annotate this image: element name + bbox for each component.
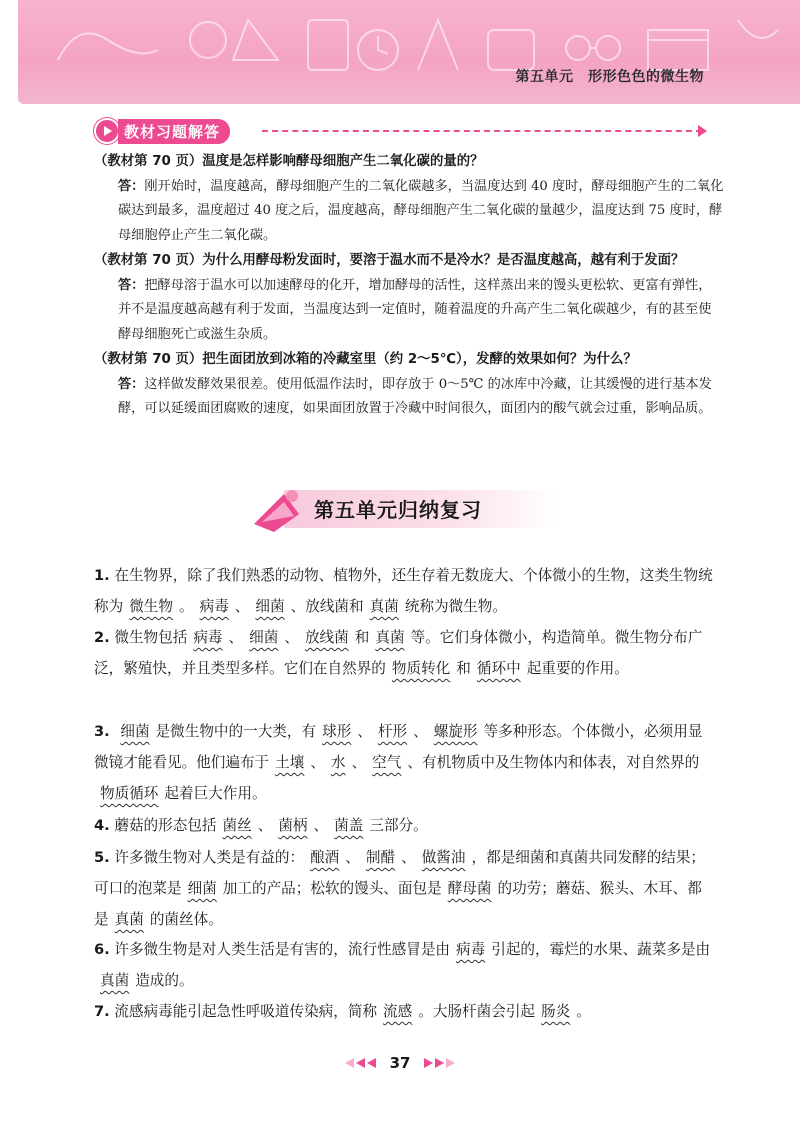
qa-block	[94, 150, 724, 248]
review-item: 6. 许多微生物是对人类生活是有害的，流行性感冒是由 病毒 引起的，霉烂的水果、蔬菜多是由真菌 造成的。	[94, 934, 714, 996]
answer-blank: 物质循环	[100, 785, 159, 802]
answer-blank: 土壤	[275, 754, 305, 771]
review-item: 4. 蘑菇的形态包括 菌丝 、 菌柄 、 菌盖 三部分。	[94, 810, 714, 841]
answer-blank: 空气	[372, 754, 402, 771]
answer-text: 这样做发酵效果很差。使用低温作法时，即存放于 0～5℃ 的冰库中冷藏，让其缓慢的进行基本发酵，可以延缓面团腐败的速度，如果面团放置于冷藏中时间很久，面团内的酸气就会过重，影响品质。	[118, 376, 712, 416]
answer-blank: 病毒	[199, 598, 229, 615]
answer	[94, 274, 724, 348]
section-tag	[94, 118, 714, 144]
answer-blank: 真菌	[369, 598, 399, 615]
answer-blank: 杆形	[377, 723, 408, 740]
answer-blank: 螺旋形	[433, 723, 478, 740]
flower-icon	[244, 484, 314, 534]
review-item: 1. 在生物界，除了我们熟悉的动物、植物外，还生存着无数庞大、个体微小的生物，这类生物统称为 微生物 。 病毒 、 细菌 、放线菌和 真菌 统称为微生物。	[94, 560, 714, 622]
answer-blank: 细菌	[249, 629, 279, 646]
review-item: 3. 细菌 是微生物中的一大类，有 球形 、 杆形 、 螺旋形 等多种形态。个体微小，必须用显微镜才能看见。他们遍布于 土壤 、 水 、 空气 、有机物质中及生物体内和体表，对自然界的物质循环 起着巨大作用。	[94, 716, 714, 809]
question: （教材第 70 页）把生面团放到冰箱的冷藏室里（约 2～5℃），发酵的效果如何？为什么？	[94, 352, 637, 367]
review-item: 5. 许多微生物对人类是有益的： 酿酒 、 制醋 、 做酱油 ，都是细菌和真菌共同发酵的结果；可口的泡菜是 细菌 加工的产品；松软的馒头、面包是 酵母菌 的功劳；蘑菇、猴头、木耳、都是 真菌 的菌丝体。	[94, 842, 714, 935]
answer-blank: 循环中	[476, 660, 521, 677]
answer-blank: 物质转化	[391, 660, 451, 677]
answer-blank: 菌盖	[334, 817, 364, 834]
answer-blank: 菌柄	[278, 817, 308, 834]
arrow-right-icon	[698, 125, 707, 137]
school-doodles-icon	[18, 0, 800, 104]
answer-blank: 酿酒	[310, 849, 340, 866]
unit-title: 第五单元 形形色色的微生物	[515, 69, 704, 85]
page-header	[18, 0, 800, 104]
answer-blank: 病毒	[193, 629, 223, 646]
answer-text: 把酵母溶于温水可以加速酵母的化开，增加酵母的活性，这样蒸出来的馒头更松软、更富有弹性，并不是温度越高越有利于发面，当温度达到一定值时，随着温度的升高产生二氧化碳越少，有的甚至使酵母细胞死亡或滋生杂质。	[118, 277, 712, 342]
answer-blank: 水	[330, 754, 346, 771]
answer-blank: 球形	[322, 723, 352, 740]
review-banner	[244, 484, 554, 534]
play-icon	[94, 118, 120, 144]
qa-block	[94, 348, 724, 422]
section-tag-label: 教材习题解答	[118, 119, 230, 144]
answer-label: 答：	[118, 277, 145, 293]
answer-label: 答：	[118, 376, 145, 392]
answer-blank: 做酱油	[421, 849, 466, 866]
page-number: 37	[389, 1054, 411, 1072]
answer-text: 刚开始时，温度越高，酵母细胞产生的二氧化碳越多，当温度达到 40 度时，酵母细胞产生的二氧化碳达到最多，温度超过 40 度之后，温度越高，酵母细胞产生二氧化碳的量越少，温度达到 75 度时，酵母细胞停止产生二氧化碳。	[118, 178, 724, 243]
answer-blank: 微生物	[129, 598, 173, 615]
banner-title: 第五单元归纳复习	[314, 498, 482, 522]
answer-blank: 真菌	[114, 911, 144, 928]
answer-blank: 菌丝	[222, 817, 252, 834]
dashed-divider	[262, 130, 702, 132]
page-footer	[0, 1054, 800, 1072]
qa-block	[94, 249, 724, 347]
answer-blank: 细菌	[120, 723, 150, 740]
prev-arrows-icon	[345, 1058, 376, 1068]
review-item: 7. 流感病毒能引起急性呼吸道传染病，简称 流感 。大肠杆菌会引起 肠炎 。	[94, 996, 714, 1027]
answer-blank: 细菌	[255, 598, 285, 615]
answer-label: 答：	[118, 178, 145, 194]
answer-blank: 放线菌	[304, 629, 349, 646]
answer-blank: 流感	[383, 1003, 413, 1020]
answer-blank: 真菌	[100, 972, 130, 989]
answer-blank: 肠炎	[541, 1003, 571, 1020]
answer	[94, 373, 724, 422]
answer-blank: 病毒	[456, 941, 486, 958]
question: （教材第 70 页）为什么用酵母粉发面时，要溶于温水而不是冷水？是否温度越高，越有利于发面？	[94, 253, 685, 268]
answer-blank: 真菌	[375, 629, 405, 646]
answer-blank: 酵母菌	[447, 880, 492, 897]
next-arrows-icon	[424, 1058, 455, 1068]
answer-blank: 制醋	[365, 849, 396, 866]
answer	[94, 175, 724, 249]
answer-blank: 细菌	[187, 880, 217, 897]
question: （教材第 70 页）温度是怎样影响酵母细胞产生二氧化碳的量的？	[94, 154, 484, 169]
review-item: 2. 微生物包括 病毒 、 细菌 、 放线菌 和 真菌 等。它们身体微小，构造简单。微生物分布广泛，繁殖快，并且类型多样。它们在自然界的 物质转化 和 循环中 起重要的作用。	[94, 622, 714, 684]
